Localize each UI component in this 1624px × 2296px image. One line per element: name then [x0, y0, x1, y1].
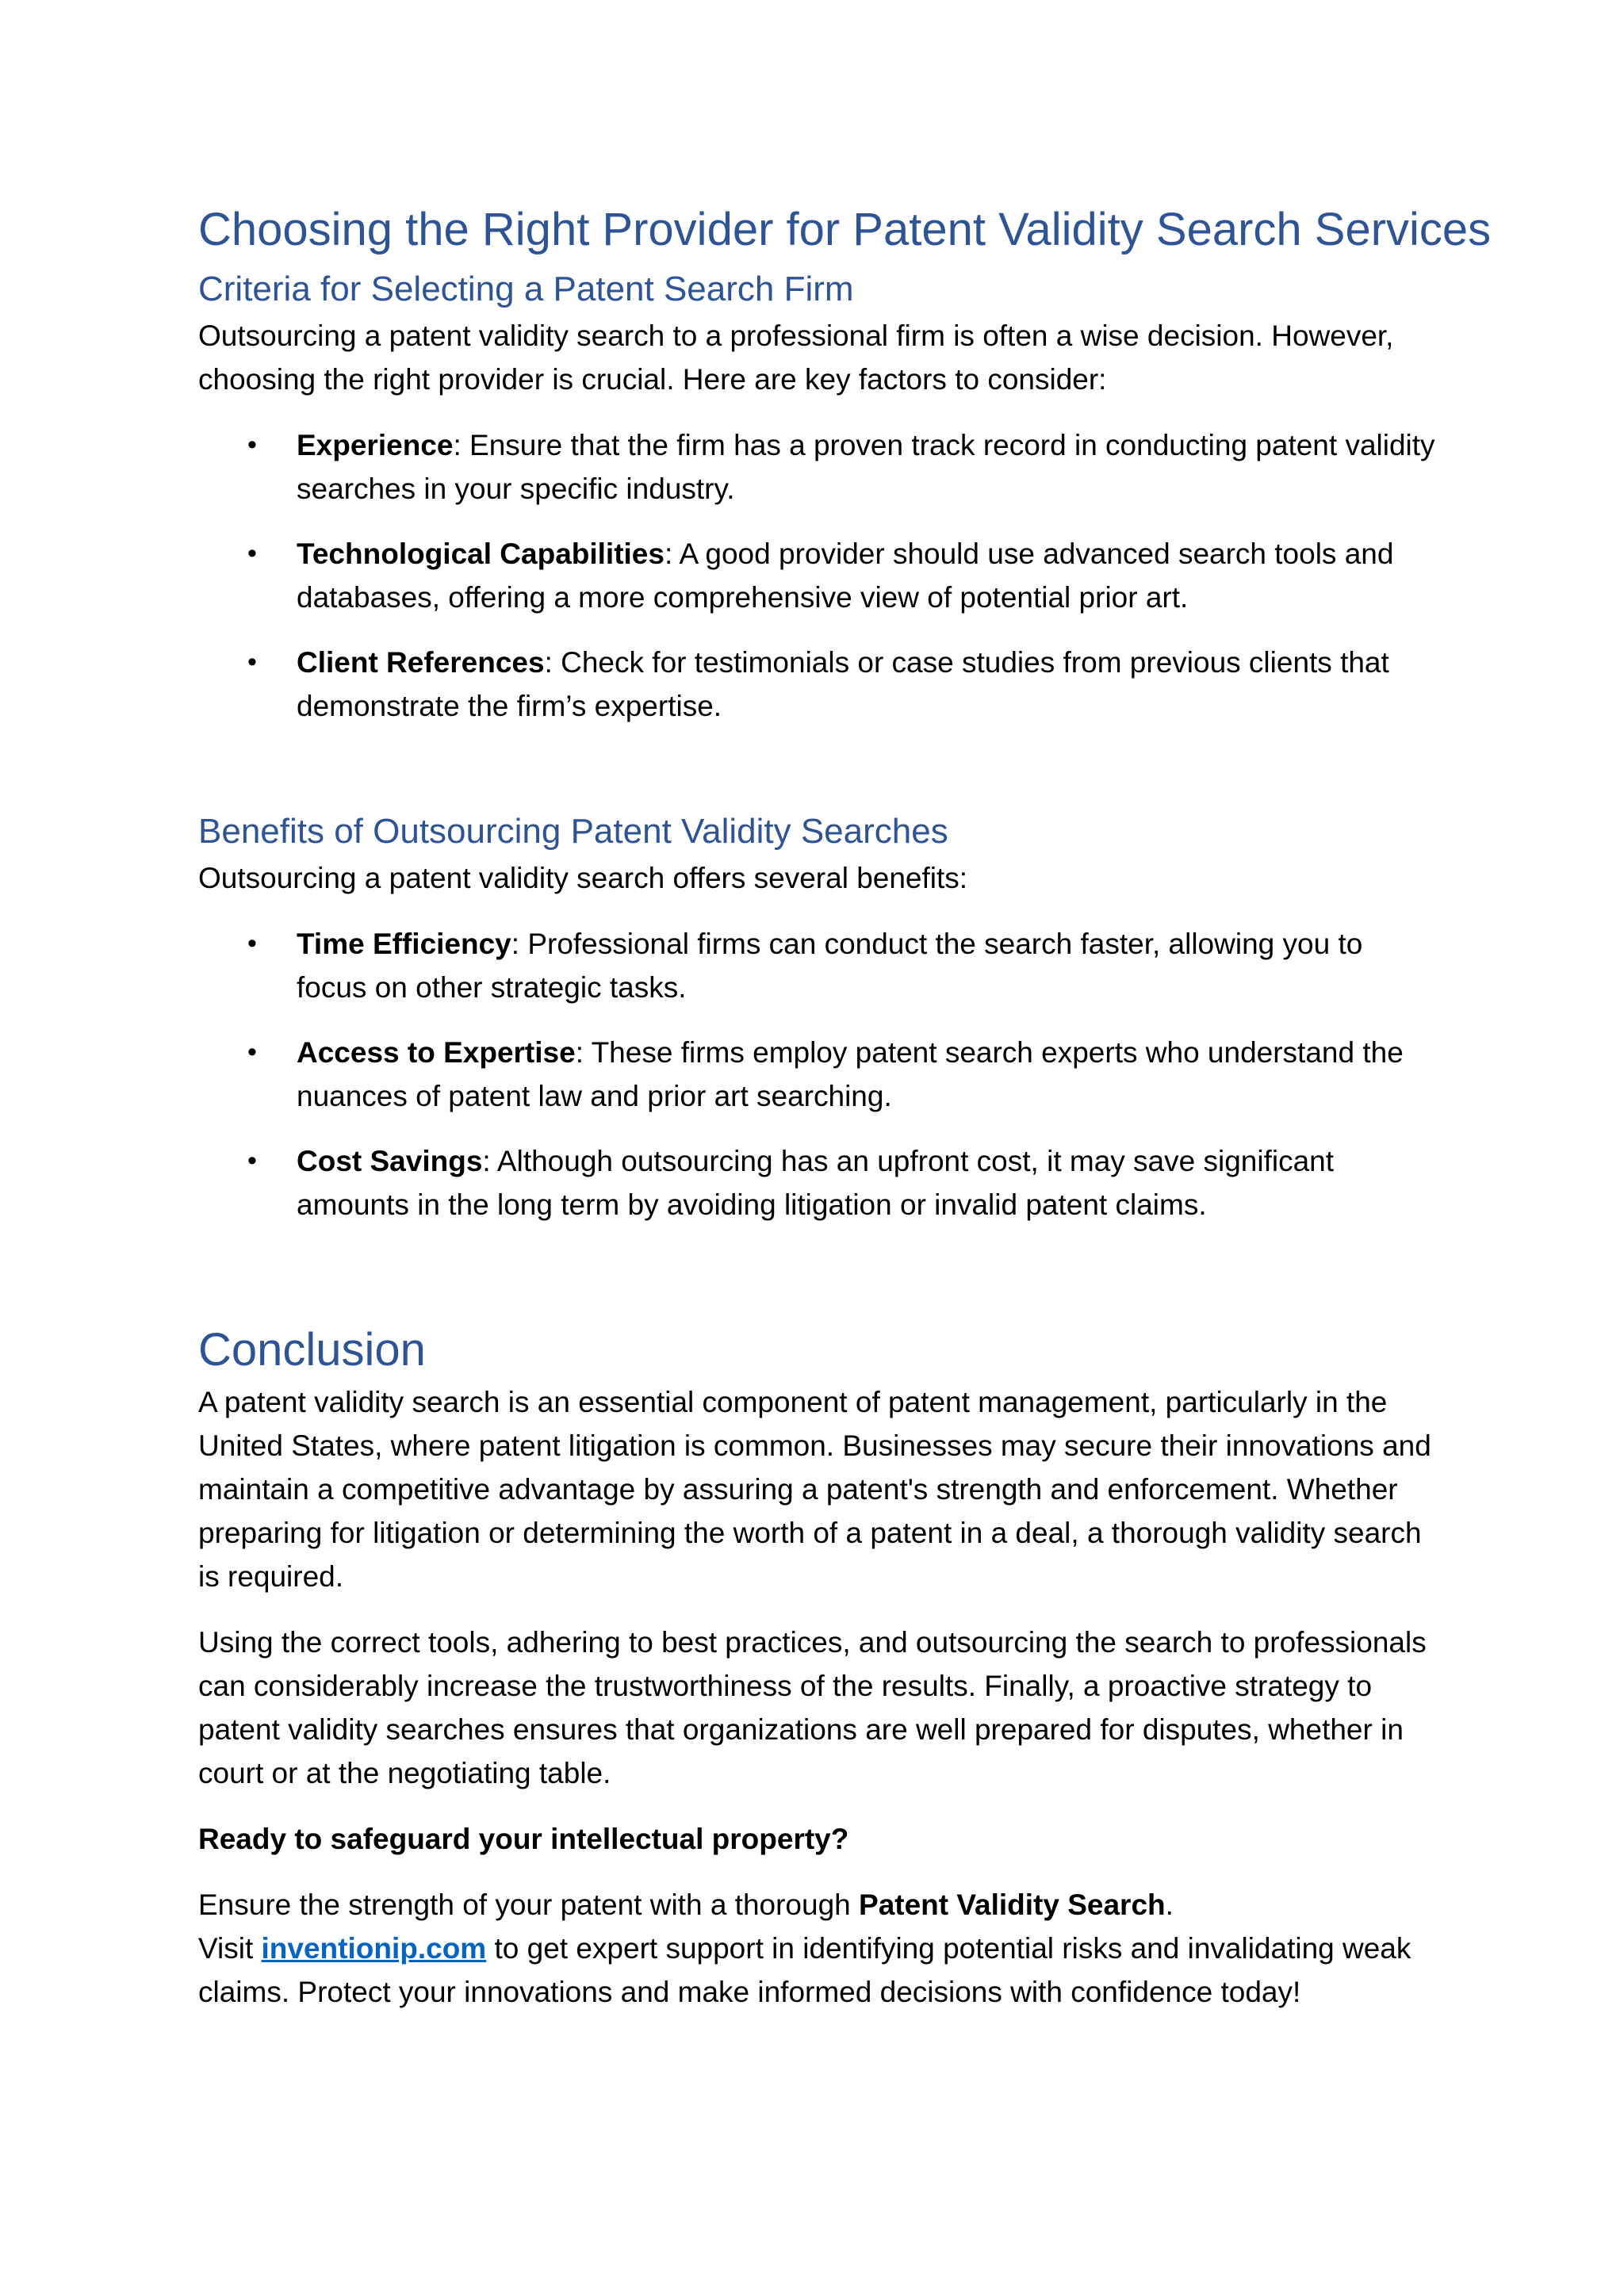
- section-intro-benefits: Outsourcing a patent validity search offers several benefits:: [198, 862, 968, 894]
- list-item-term: Client References: [297, 646, 545, 679]
- list-item-text: : Check for testimonials or case studies from previous clients that demonstrate the firm’s expertise.: [297, 646, 1389, 722]
- bullet-icon: •: [247, 538, 257, 568]
- list-item-term: Time Efficiency: [297, 928, 511, 960]
- bullet-icon: •: [247, 928, 257, 959]
- cta-line1-post: .: [1165, 1888, 1174, 1921]
- cta-rest: to get expert support in identifying potential risks and invalidating weak claims. Protect your innovations and make informed decisions with confidence today!: [198, 1932, 1411, 2008]
- list-item: [198, 1139, 1435, 1226]
- conclusion-heading: Conclusion: [198, 1324, 426, 1376]
- list-item-text: : Ensure that the firm has a proven track record in conducting patent validity searches in your specific industry.: [297, 429, 1435, 505]
- page-title: Choosing the Right Provider for Patent Validity Search Services: [198, 204, 1492, 255]
- list-item: [198, 922, 1435, 1009]
- cta-heading: [198, 1817, 1435, 1861]
- benefits-list: [198, 922, 1435, 1226]
- list-item: [198, 641, 1435, 728]
- conclusion-paragraph-1: A patent validity search is an essential component of patent management, particularly in the United States, where patent litigation is common. Businesses may secure their innovations and maintain a competitive advantage by assuring a patent's strength and enforcement. Whether preparing for litigation or determining the worth of a patent in a deal, a thorough validity search is required.: [198, 1386, 1431, 1593]
- section-intro-criteria: Outsourcing a patent validity search to a professional firm is often a wise decision. However, choosing the right provider is crucial. Here are key factors to consider:: [198, 320, 1394, 396]
- cta-heading-text: Ready to safeguard your intellectual property?: [198, 1823, 849, 1855]
- bullet-icon: •: [247, 647, 257, 677]
- list-item-text: : These firms employ patent search experts who understand the nuances of patent law and prior art searching.: [297, 1036, 1404, 1112]
- list-item-text: : A good provider should use advanced search tools and databases, offering a more comprehensive view of potential prior art.: [297, 538, 1394, 614]
- cta-line1-bold: Patent Validity Search: [859, 1888, 1166, 1921]
- list-item: [198, 1031, 1435, 1118]
- section-heading-benefits: Benefits of Outsourcing Patent Validity Searches: [198, 812, 948, 851]
- section-heading-criteria: Criteria for Selecting a Patent Search Firm: [198, 270, 854, 308]
- list-item-term: Experience: [297, 429, 454, 461]
- document-page: [198, 198, 1492, 2014]
- cta-paragraph: [198, 1883, 1435, 2014]
- conclusion-paragraph-2: Using the correct tools, adhering to best practices, and outsourcing the search to professionals can considerably increase the trustworthiness of the results. Finally, a proactive strategy to patent validity searches ensures that organizations are well prepared for disputes, whether in court or at the negotiating table.: [198, 1626, 1427, 1789]
- list-item-text: : Although outsourcing has an upfront cost, it may save significant amounts in the long term by avoiding litigation or invalid patent claims.: [297, 1145, 1335, 1221]
- list-item: [198, 423, 1435, 511]
- bullet-icon: •: [247, 1037, 257, 1067]
- cta-line1-pre: Ensure the strength of your patent with a thorough: [198, 1888, 860, 1921]
- bullet-icon: •: [247, 430, 257, 460]
- list-item-term: Cost Savings: [297, 1145, 483, 1177]
- list-item: [198, 532, 1435, 619]
- cta-visit: Visit: [198, 1932, 262, 1965]
- bullet-icon: •: [247, 1146, 257, 1176]
- list-item-term: Access to Expertise: [297, 1036, 576, 1069]
- inventionip-link[interactable]: inventionip.com: [261, 1932, 487, 1965]
- criteria-list: [198, 423, 1435, 728]
- list-item-term: Technological Capabilities: [297, 538, 665, 570]
- list-item-text: : Professional firms can conduct the search faster, allowing you to focus on other strategic tasks.: [297, 928, 1363, 1004]
